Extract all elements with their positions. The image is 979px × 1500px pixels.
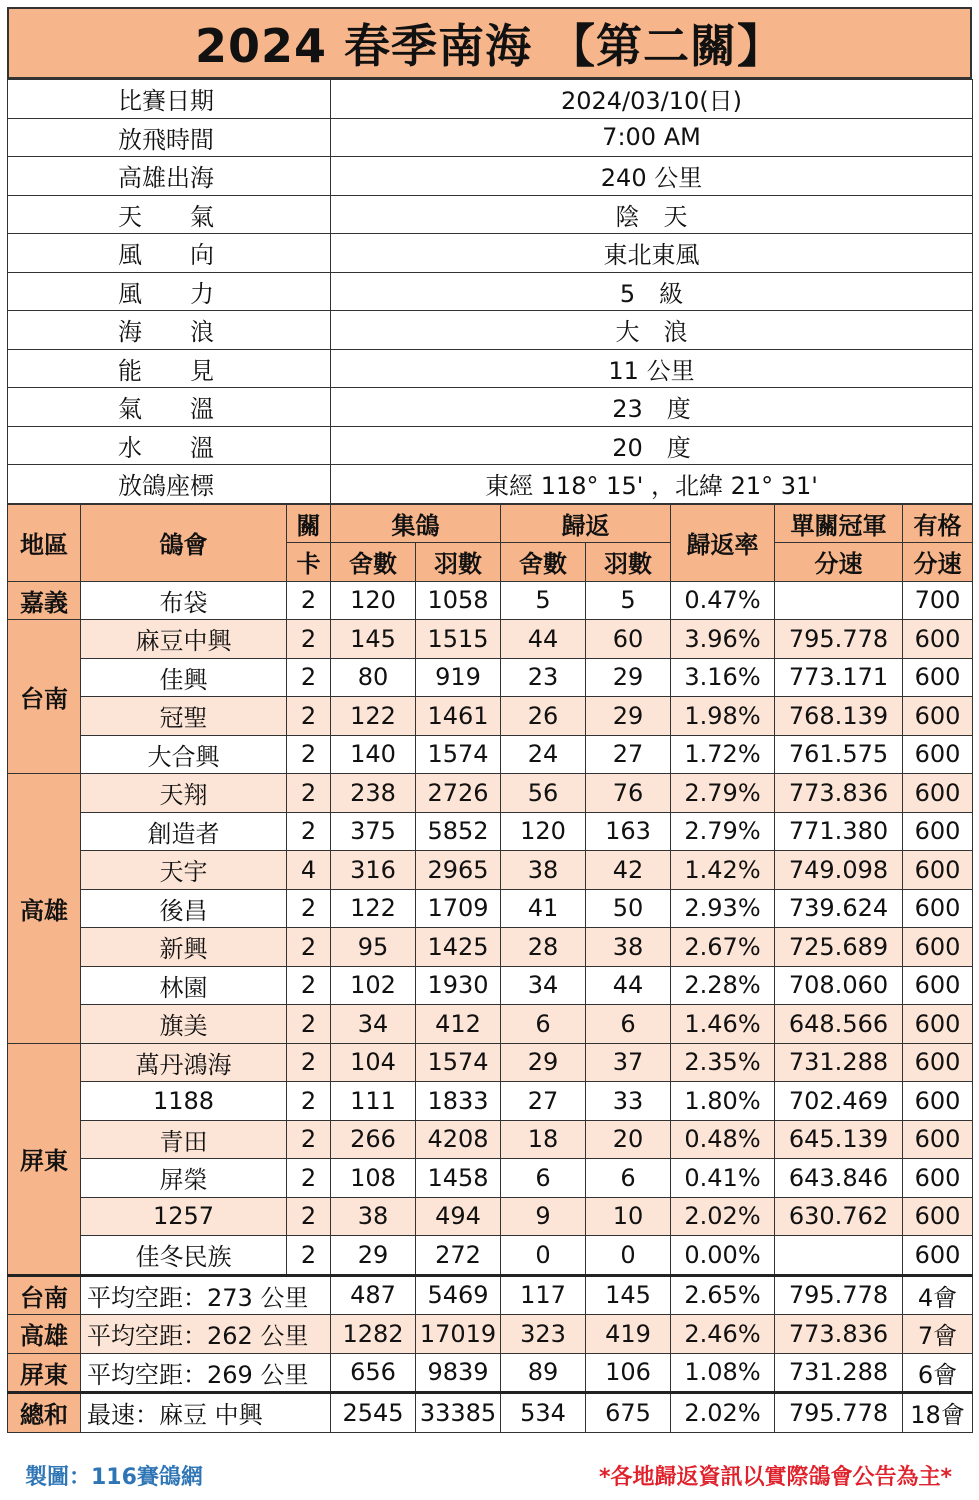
club-row — [8, 735, 973, 774]
returned-birds-cell: 76 — [586, 774, 671, 813]
info-label: 比賽日期 — [8, 80, 331, 119]
info-value: 東經 118° 15' ，北緯 21° 31' — [331, 465, 973, 504]
club-row — [8, 1120, 973, 1159]
sum-returned-birds: 419 — [586, 1315, 671, 1354]
gathered-birds-cell: 272 — [416, 1236, 501, 1276]
gathered-birds-cell: 1833 — [416, 1082, 501, 1121]
returned-lofts-cell: 27 — [501, 1082, 586, 1121]
returned-birds-cell: 38 — [586, 928, 671, 967]
gathered-birds-cell: 1574 — [416, 1043, 501, 1082]
gathered-lofts-cell: 38 — [331, 1197, 416, 1236]
returned-lofts-cell: 34 — [501, 966, 586, 1005]
club-row — [8, 812, 973, 851]
gathered-birds-cell: 1058 — [416, 581, 501, 620]
returned-lofts-cell: 9 — [501, 1197, 586, 1236]
returned-birds-cell: 60 — [586, 620, 671, 659]
qualified-speed-cell: 600 — [903, 928, 973, 967]
champion-speed-cell: 648.566 — [775, 1005, 903, 1044]
qualified-speed-cell: 600 — [903, 658, 973, 697]
sum-club-count: 7會 — [903, 1315, 973, 1354]
returned-lofts-cell: 41 — [501, 889, 586, 928]
sum-champion-speed: 795.778 — [775, 1275, 903, 1315]
header-region: 地區 — [8, 504, 81, 581]
club-row — [8, 1043, 973, 1082]
champion-speed-cell: 645.139 — [775, 1120, 903, 1159]
stage-cell: 2 — [287, 928, 331, 967]
returned-birds-cell: 37 — [586, 1043, 671, 1082]
club-name-cell: 屏榮 — [81, 1159, 287, 1198]
returned-lofts-cell: 28 — [501, 928, 586, 967]
club-name-cell: 青田 — [81, 1120, 287, 1159]
info-row — [8, 118, 973, 157]
header-champion-top: 單關冠軍 — [775, 504, 903, 543]
qualified-speed-cell: 600 — [903, 1120, 973, 1159]
gathered-birds-cell: 1461 — [416, 697, 501, 736]
info-label: 風 向 — [8, 234, 331, 273]
sum-returned-birds: 145 — [586, 1275, 671, 1315]
summary-row — [8, 1353, 973, 1393]
gathered-lofts-cell: 122 — [331, 889, 416, 928]
gathered-birds-cell: 4208 — [416, 1120, 501, 1159]
qualified-speed-cell: 600 — [903, 1005, 973, 1044]
gathered-lofts-cell: 34 — [331, 1005, 416, 1044]
champion-speed-cell: 773.836 — [775, 774, 903, 813]
sum-returned-lofts: 117 — [501, 1275, 586, 1315]
info-label: 能 見 — [8, 349, 331, 388]
info-row — [8, 388, 973, 427]
header-return-rate: 歸返率 — [671, 504, 775, 581]
gathered-birds-cell: 1515 — [416, 620, 501, 659]
gathered-lofts-cell: 95 — [331, 928, 416, 967]
returned-lofts-cell: 18 — [501, 1120, 586, 1159]
total-returned-lofts: 534 — [501, 1393, 586, 1433]
header-gathered-lofts: 舍數 — [331, 543, 416, 582]
stage-cell: 2 — [287, 1082, 331, 1121]
header-gathered-birds: 羽數 — [416, 543, 501, 582]
champion-speed-cell: 768.139 — [775, 697, 903, 736]
champion-speed-cell: 731.288 — [775, 1043, 903, 1082]
club-row — [8, 581, 973, 620]
header-gathered: 集鴿 — [331, 504, 501, 543]
return-rate-cell: 2.93% — [671, 889, 775, 928]
return-rate-cell: 1.42% — [671, 851, 775, 890]
club-row — [8, 774, 973, 813]
champion-speed-cell: 773.171 — [775, 658, 903, 697]
returned-birds-cell: 10 — [586, 1197, 671, 1236]
qualified-speed-cell: 600 — [903, 735, 973, 774]
club-row — [8, 620, 973, 659]
champion-speed-cell: 795.778 — [775, 620, 903, 659]
info-label: 風 力 — [8, 272, 331, 311]
club-name-cell: 後昌 — [81, 889, 287, 928]
returned-birds-cell: 0 — [586, 1236, 671, 1276]
header-returned-lofts: 舍數 — [501, 543, 586, 582]
club-name-cell: 旗美 — [81, 1005, 287, 1044]
sum-gathered-lofts: 487 — [331, 1275, 416, 1315]
total-gathered-lofts: 2545 — [331, 1393, 416, 1433]
gathered-lofts-cell: 104 — [331, 1043, 416, 1082]
total-return-rate: 2.02% — [671, 1393, 775, 1433]
return-rate-cell: 1.98% — [671, 697, 775, 736]
info-value: 7:00 AM — [331, 118, 973, 157]
sum-returned-lofts: 323 — [501, 1315, 586, 1354]
gathered-lofts-cell: 122 — [331, 697, 416, 736]
return-rate-cell: 1.46% — [671, 1005, 775, 1044]
sum-club-count: 6會 — [903, 1353, 973, 1393]
summary-region: 屏東 — [8, 1353, 81, 1393]
stage-cell: 2 — [287, 889, 331, 928]
info-label: 天 氣 — [8, 195, 331, 234]
returned-lofts-cell: 38 — [501, 851, 586, 890]
return-rate-cell: 2.67% — [671, 928, 775, 967]
gathered-lofts-cell: 375 — [331, 812, 416, 851]
gathered-lofts-cell: 111 — [331, 1082, 416, 1121]
gathered-birds-cell: 1574 — [416, 735, 501, 774]
sum-gathered-lofts: 1282 — [331, 1315, 416, 1354]
champion-speed-cell: 749.098 — [775, 851, 903, 890]
info-row — [8, 465, 973, 504]
sum-gathered-birds: 17019 — [416, 1315, 501, 1354]
club-row — [8, 889, 973, 928]
info-value: 5 級 — [331, 272, 973, 311]
info-value: 大 浪 — [331, 311, 973, 350]
header-qualified-bottom: 分速 — [903, 543, 973, 582]
return-rate-cell: 2.79% — [671, 812, 775, 851]
region-cell: 嘉義 — [8, 581, 81, 620]
gathered-birds-cell: 1709 — [416, 889, 501, 928]
qualified-speed-cell: 600 — [903, 812, 973, 851]
stage-cell: 2 — [287, 774, 331, 813]
returned-lofts-cell: 24 — [501, 735, 586, 774]
qualified-speed-cell: 600 — [903, 1043, 973, 1082]
sum-returned-birds: 106 — [586, 1353, 671, 1393]
returned-lofts-cell: 29 — [501, 1043, 586, 1082]
club-name-cell: 天宇 — [81, 851, 287, 890]
summary-avg-distance: 平均空距：262 公里 — [81, 1315, 331, 1354]
stage-cell: 2 — [287, 620, 331, 659]
footer-disclaimer: *各地歸返資訊以實際鴿會公告為主* — [598, 1464, 952, 1490]
gathered-lofts-cell: 140 — [331, 735, 416, 774]
sum-champion-speed: 773.836 — [775, 1315, 903, 1354]
club-name-cell: 麻豆中興 — [81, 620, 287, 659]
stage-cell: 2 — [287, 1236, 331, 1276]
club-name-cell: 林園 — [81, 966, 287, 1005]
qualified-speed-cell: 600 — [903, 1082, 973, 1121]
returned-lofts-cell: 44 — [501, 620, 586, 659]
gathered-birds-cell: 919 — [416, 658, 501, 697]
club-row — [8, 1082, 973, 1121]
club-row — [8, 966, 973, 1005]
champion-speed-cell: 771.380 — [775, 812, 903, 851]
summary-region: 高雄 — [8, 1315, 81, 1354]
gathered-lofts-cell: 102 — [331, 966, 416, 1005]
sum-gathered-birds: 5469 — [416, 1275, 501, 1315]
total-fastest: 最速：麻豆 中興 — [81, 1393, 331, 1433]
total-row — [8, 1393, 973, 1433]
club-name-cell: 1188 — [81, 1082, 287, 1121]
gathered-lofts-cell: 120 — [331, 581, 416, 620]
qualified-speed-cell: 600 — [903, 1236, 973, 1276]
return-rate-cell: 0.41% — [671, 1159, 775, 1198]
returned-lofts-cell: 6 — [501, 1005, 586, 1044]
return-rate-cell: 0.47% — [671, 581, 775, 620]
champion-speed-cell: 739.624 — [775, 889, 903, 928]
club-row — [8, 1236, 973, 1276]
info-value: 陰 天 — [331, 195, 973, 234]
return-rate-cell: 2.35% — [671, 1043, 775, 1082]
total-label: 總和 — [8, 1393, 81, 1433]
stage-cell: 2 — [287, 1005, 331, 1044]
gathered-birds-cell: 412 — [416, 1005, 501, 1044]
stage-cell: 2 — [287, 1120, 331, 1159]
stage-cell: 4 — [287, 851, 331, 890]
club-name-cell: 新興 — [81, 928, 287, 967]
stage-cell: 2 — [287, 581, 331, 620]
returned-birds-cell: 6 — [586, 1159, 671, 1198]
returned-lofts-cell: 6 — [501, 1159, 586, 1198]
info-value: 東北東風 — [331, 234, 973, 273]
header-qualified-top: 有格 — [903, 504, 973, 543]
header-returned-birds: 羽數 — [586, 543, 671, 582]
gathered-birds-cell: 1458 — [416, 1159, 501, 1198]
champion-speed-cell — [775, 581, 903, 620]
summary-row — [8, 1315, 973, 1354]
stage-cell: 2 — [287, 697, 331, 736]
gathered-birds-cell: 494 — [416, 1197, 501, 1236]
sum-return-rate: 2.46% — [671, 1315, 775, 1354]
qualified-speed-cell: 600 — [903, 697, 973, 736]
return-rate-cell: 0.48% — [671, 1120, 775, 1159]
champion-speed-cell: 761.575 — [775, 735, 903, 774]
returned-lofts-cell: 120 — [501, 812, 586, 851]
returned-birds-cell: 163 — [586, 812, 671, 851]
info-value: 20 度 — [331, 426, 973, 465]
qualified-speed-cell: 600 — [903, 1159, 973, 1198]
sum-champion-speed: 731.288 — [775, 1353, 903, 1393]
returned-birds-cell: 6 — [586, 1005, 671, 1044]
gathered-lofts-cell: 238 — [331, 774, 416, 813]
info-row — [8, 234, 973, 273]
champion-speed-cell: 702.469 — [775, 1082, 903, 1121]
info-row — [8, 349, 973, 388]
info-value: 11 公里 — [331, 349, 973, 388]
club-row — [8, 697, 973, 736]
club-name-cell: 1257 — [81, 1197, 287, 1236]
sum-return-rate: 2.65% — [671, 1275, 775, 1315]
returned-birds-cell: 20 — [586, 1120, 671, 1159]
return-rate-cell: 3.16% — [671, 658, 775, 697]
sum-return-rate: 1.08% — [671, 1353, 775, 1393]
sum-returned-lofts: 89 — [501, 1353, 586, 1393]
info-row — [8, 311, 973, 350]
qualified-speed-cell: 600 — [903, 966, 973, 1005]
returned-birds-cell: 50 — [586, 889, 671, 928]
qualified-speed-cell: 600 — [903, 889, 973, 928]
region-cell: 高雄 — [8, 774, 81, 1044]
club-row — [8, 1159, 973, 1198]
stage-cell: 2 — [287, 966, 331, 1005]
gathered-birds-cell: 2965 — [416, 851, 501, 890]
stage-cell: 2 — [287, 735, 331, 774]
summary-region: 台南 — [8, 1275, 81, 1315]
stage-cell: 2 — [287, 658, 331, 697]
return-rate-cell: 0.00% — [671, 1236, 775, 1276]
info-label: 氣 溫 — [8, 388, 331, 427]
returned-birds-cell: 29 — [586, 658, 671, 697]
champion-speed-cell — [775, 1236, 903, 1276]
champion-speed-cell: 643.846 — [775, 1159, 903, 1198]
sum-gathered-lofts: 656 — [331, 1353, 416, 1393]
champion-speed-cell: 725.689 — [775, 928, 903, 967]
stage-cell: 2 — [287, 1197, 331, 1236]
club-name-cell: 萬丹鴻海 — [81, 1043, 287, 1082]
qualified-speed-cell: 600 — [903, 1197, 973, 1236]
header-row-1 — [8, 504, 973, 543]
info-row — [8, 157, 973, 196]
info-value: 240 公里 — [331, 157, 973, 196]
total-gathered-birds: 33385 — [416, 1393, 501, 1433]
page-title: 2024 春季南海 【第二關】 — [7, 7, 972, 79]
returned-birds-cell: 29 — [586, 697, 671, 736]
gathered-lofts-cell: 29 — [331, 1236, 416, 1276]
info-value: 2024/03/10(日) — [331, 80, 973, 119]
summary-avg-distance: 平均空距：269 公里 — [81, 1353, 331, 1393]
info-label: 放飛時間 — [8, 118, 331, 157]
returned-lofts-cell: 23 — [501, 658, 586, 697]
returned-lofts-cell: 56 — [501, 774, 586, 813]
region-cell: 台南 — [8, 620, 81, 774]
stage-cell: 2 — [287, 812, 331, 851]
club-row — [8, 1005, 973, 1044]
gathered-birds-cell: 1425 — [416, 928, 501, 967]
gathered-lofts-cell: 80 — [331, 658, 416, 697]
club-name-cell: 佳興 — [81, 658, 287, 697]
info-row — [8, 195, 973, 234]
results-table — [7, 504, 973, 1433]
qualified-speed-cell: 600 — [903, 774, 973, 813]
gathered-lofts-cell: 316 — [331, 851, 416, 890]
info-row — [8, 426, 973, 465]
results-sheet — [7, 7, 972, 1433]
header-returned: 歸返 — [501, 504, 671, 543]
return-rate-cell: 2.02% — [671, 1197, 775, 1236]
return-rate-cell: 3.96% — [671, 620, 775, 659]
info-label: 高雄出海 — [8, 157, 331, 196]
returned-birds-cell: 27 — [586, 735, 671, 774]
header-club: 鴿會 — [81, 504, 287, 581]
gathered-birds-cell: 2726 — [416, 774, 501, 813]
info-row — [8, 272, 973, 311]
returned-birds-cell: 42 — [586, 851, 671, 890]
header-champion-bottom: 分速 — [775, 543, 903, 582]
header-checkpoint-top: 關 — [287, 504, 331, 543]
club-name-cell: 冠聖 — [81, 697, 287, 736]
returned-birds-cell: 33 — [586, 1082, 671, 1121]
header-checkpoint-bottom: 卡 — [287, 543, 331, 582]
club-name-cell: 天翔 — [81, 774, 287, 813]
gathered-lofts-cell: 145 — [331, 620, 416, 659]
club-name-cell: 布袋 — [81, 581, 287, 620]
total-returned-birds: 675 — [586, 1393, 671, 1433]
club-name-cell: 創造者 — [81, 812, 287, 851]
footer-credit: 製圖：116賽鴿網 — [25, 1464, 203, 1490]
champion-speed-cell: 708.060 — [775, 966, 903, 1005]
stage-cell: 2 — [287, 1159, 331, 1198]
gathered-lofts-cell: 266 — [331, 1120, 416, 1159]
club-row — [8, 851, 973, 890]
gathered-birds-cell: 1930 — [416, 966, 501, 1005]
sum-club-count: 4會 — [903, 1275, 973, 1315]
summary-row — [8, 1275, 973, 1315]
summary-avg-distance: 平均空距：273 公里 — [81, 1275, 331, 1315]
club-name-cell: 大合興 — [81, 735, 287, 774]
region-cell: 屏東 — [8, 1043, 81, 1275]
club-row — [8, 658, 973, 697]
sum-gathered-birds: 9839 — [416, 1353, 501, 1393]
stage-cell: 2 — [287, 1043, 331, 1082]
info-label: 水 溫 — [8, 426, 331, 465]
returned-birds-cell: 5 — [586, 581, 671, 620]
return-rate-cell: 2.28% — [671, 966, 775, 1005]
returned-lofts-cell: 26 — [501, 697, 586, 736]
qualified-speed-cell: 700 — [903, 581, 973, 620]
gathered-lofts-cell: 108 — [331, 1159, 416, 1198]
returned-birds-cell: 44 — [586, 966, 671, 1005]
returned-lofts-cell: 0 — [501, 1236, 586, 1276]
return-rate-cell: 2.79% — [671, 774, 775, 813]
club-name-cell: 佳冬民族 — [81, 1236, 287, 1276]
gathered-birds-cell: 5852 — [416, 812, 501, 851]
qualified-speed-cell: 600 — [903, 620, 973, 659]
total-champion-speed: 795.778 — [775, 1393, 903, 1433]
race-info-table — [7, 79, 973, 504]
qualified-speed-cell: 600 — [903, 851, 973, 890]
club-row — [8, 928, 973, 967]
champion-speed-cell: 630.762 — [775, 1197, 903, 1236]
info-row — [8, 80, 973, 119]
return-rate-cell: 1.80% — [671, 1082, 775, 1121]
info-label: 海 浪 — [8, 311, 331, 350]
return-rate-cell: 1.72% — [671, 735, 775, 774]
returned-lofts-cell: 5 — [501, 581, 586, 620]
club-row — [8, 1197, 973, 1236]
total-club-count: 18會 — [903, 1393, 973, 1433]
info-label: 放鴿座標 — [8, 465, 331, 504]
info-value: 23 度 — [331, 388, 973, 427]
footer — [7, 1455, 972, 1495]
